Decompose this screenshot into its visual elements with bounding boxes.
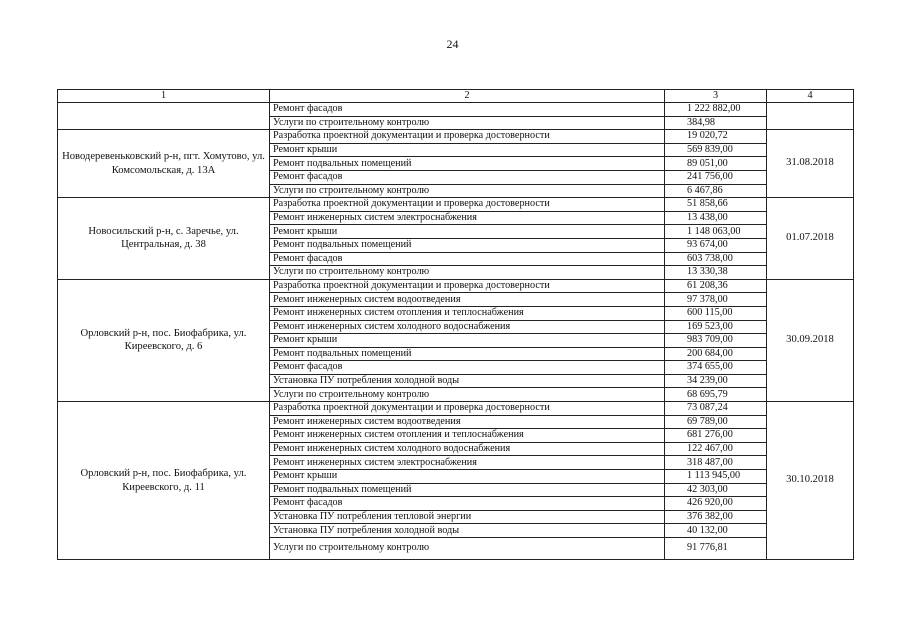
amount-cell: 374 655,00 xyxy=(665,361,767,375)
work-type-cell: Ремонт подвальных помещений xyxy=(270,157,665,171)
date-cell: 31.08.2018 xyxy=(767,130,854,198)
work-type-cell: Ремонт инженерных систем отопления и теплоснабжения xyxy=(270,429,665,443)
amount-cell: 376 382,00 xyxy=(665,510,767,524)
address-cell: Новодеревеньковский р-н, пгт. Хомутово, ул. Комсомольская, д. 13А xyxy=(58,130,270,198)
date-cell: 30.09.2018 xyxy=(767,279,854,401)
work-type-cell: Услуги по строительному контролю xyxy=(270,116,665,130)
amount-cell: 42 303,00 xyxy=(665,483,767,497)
work-type-cell: Установка ПУ потребления холодной воды xyxy=(270,374,665,388)
amount-cell: 603 738,00 xyxy=(665,252,767,266)
amount-cell: 51 858,66 xyxy=(665,198,767,212)
amount-cell: 1 148 063,00 xyxy=(665,225,767,239)
table-row xyxy=(58,402,854,416)
work-type-cell: Ремонт инженерных систем электроснабжения xyxy=(270,211,665,225)
amount-cell: 122 467,00 xyxy=(665,442,767,456)
work-type-cell: Ремонт подвальных помещений xyxy=(270,238,665,252)
amount-cell: 97 378,00 xyxy=(665,293,767,307)
amount-cell: 69 789,00 xyxy=(665,415,767,429)
address-cell xyxy=(58,103,270,130)
address-cell: Новосильский р-н, с. Заречье, ул. Центральная, д. 38 xyxy=(58,198,270,280)
table-row xyxy=(58,130,854,144)
table-row xyxy=(58,198,854,212)
amount-cell: 89 051,00 xyxy=(665,157,767,171)
work-type-cell: Ремонт фасадов xyxy=(270,170,665,184)
amount-cell: 40 132,00 xyxy=(665,524,767,538)
amount-cell: 569 839,00 xyxy=(665,143,767,157)
amount-cell: 318 487,00 xyxy=(665,456,767,470)
work-type-cell: Ремонт инженерных систем холодного водоснабжения xyxy=(270,442,665,456)
amount-cell: 600 115,00 xyxy=(665,306,767,320)
work-type-cell: Установка ПУ потребления холодной воды xyxy=(270,524,665,538)
amount-cell: 61 208,36 xyxy=(665,279,767,293)
amount-cell: 169 523,00 xyxy=(665,320,767,334)
work-type-cell: Услуги по строительному контролю xyxy=(270,184,665,198)
amount-cell: 426 920,00 xyxy=(665,497,767,511)
amount-cell: 68 695,79 xyxy=(665,388,767,402)
work-type-cell: Ремонт инженерных систем холодного водоснабжения xyxy=(270,320,665,334)
work-type-cell: Ремонт фасадов xyxy=(270,252,665,266)
work-type-cell: Разработка проектной документации и проверка достоверности xyxy=(270,402,665,416)
work-type-cell: Ремонт фасадов xyxy=(270,361,665,375)
amount-cell: 1 222 882,00 xyxy=(665,103,767,117)
table-row xyxy=(58,103,854,117)
work-type-cell: Ремонт инженерных систем электроснабжения xyxy=(270,456,665,470)
amount-cell: 13 330,38 xyxy=(665,266,767,280)
work-type-cell: Разработка проектной документации и проверка достоверности xyxy=(270,279,665,293)
work-type-cell: Разработка проектной документации и проверка достоверности xyxy=(270,130,665,144)
work-type-cell: Услуги по строительному контролю xyxy=(270,266,665,280)
work-type-cell: Ремонт фасадов xyxy=(270,103,665,117)
work-type-cell: Услуги по строительному контролю xyxy=(270,388,665,402)
address-cell: Орловский р-н, пос. Биофабрика, ул. Киреевского, д. 11 xyxy=(58,402,270,560)
address-cell: Орловский р-н, пос. Биофабрика, ул. Киреевского, д. 6 xyxy=(58,279,270,401)
header-col-1: 1 xyxy=(58,90,270,103)
amount-cell: 241 756,00 xyxy=(665,170,767,184)
work-type-cell: Ремонт фасадов xyxy=(270,497,665,511)
work-type-cell: Ремонт крыши xyxy=(270,143,665,157)
date-cell: 01.07.2018 xyxy=(767,198,854,280)
amount-cell: 983 709,00 xyxy=(665,334,767,348)
works-table xyxy=(57,89,854,560)
work-type-cell: Ремонт крыши xyxy=(270,334,665,348)
amount-cell: 200 684,00 xyxy=(665,347,767,361)
page-number: 24 xyxy=(446,37,459,51)
work-type-cell: Ремонт подвальных помещений xyxy=(270,483,665,497)
amount-cell: 13 438,00 xyxy=(665,211,767,225)
amount-cell: 73 087,24 xyxy=(665,402,767,416)
work-type-cell: Установка ПУ потребления тепловой энергии xyxy=(270,510,665,524)
header-col-3: 3 xyxy=(665,90,767,103)
work-type-cell: Ремонт инженерных систем отопления и теплоснабжения xyxy=(270,306,665,320)
header-row xyxy=(58,90,854,103)
date-cell: 30.10.2018 xyxy=(767,402,854,560)
amount-cell: 6 467,86 xyxy=(665,184,767,198)
amount-cell: 1 113 945,00 xyxy=(665,470,767,484)
work-type-cell: Ремонт инженерных систем водоотведения xyxy=(270,415,665,429)
work-type-cell: Разработка проектной документации и проверка достоверности xyxy=(270,198,665,212)
work-type-cell: Ремонт крыши xyxy=(270,470,665,484)
amount-cell: 93 674,00 xyxy=(665,238,767,252)
work-type-cell: Ремонт крыши xyxy=(270,225,665,239)
header-col-4: 4 xyxy=(767,90,854,103)
work-type-cell: Ремонт подвальных помещений xyxy=(270,347,665,361)
work-type-cell: Услуги по строительному контролю xyxy=(270,538,665,560)
amount-cell: 681 276,00 xyxy=(665,429,767,443)
work-type-cell: Ремонт инженерных систем водоотведения xyxy=(270,293,665,307)
date-cell xyxy=(767,103,854,130)
header-col-2: 2 xyxy=(270,90,665,103)
amount-cell: 91 776,81 xyxy=(665,538,767,560)
amount-cell: 34 239,00 xyxy=(665,374,767,388)
amount-cell: 384,98 xyxy=(665,116,767,130)
amount-cell: 19 020,72 xyxy=(665,130,767,144)
table-row xyxy=(58,279,854,293)
